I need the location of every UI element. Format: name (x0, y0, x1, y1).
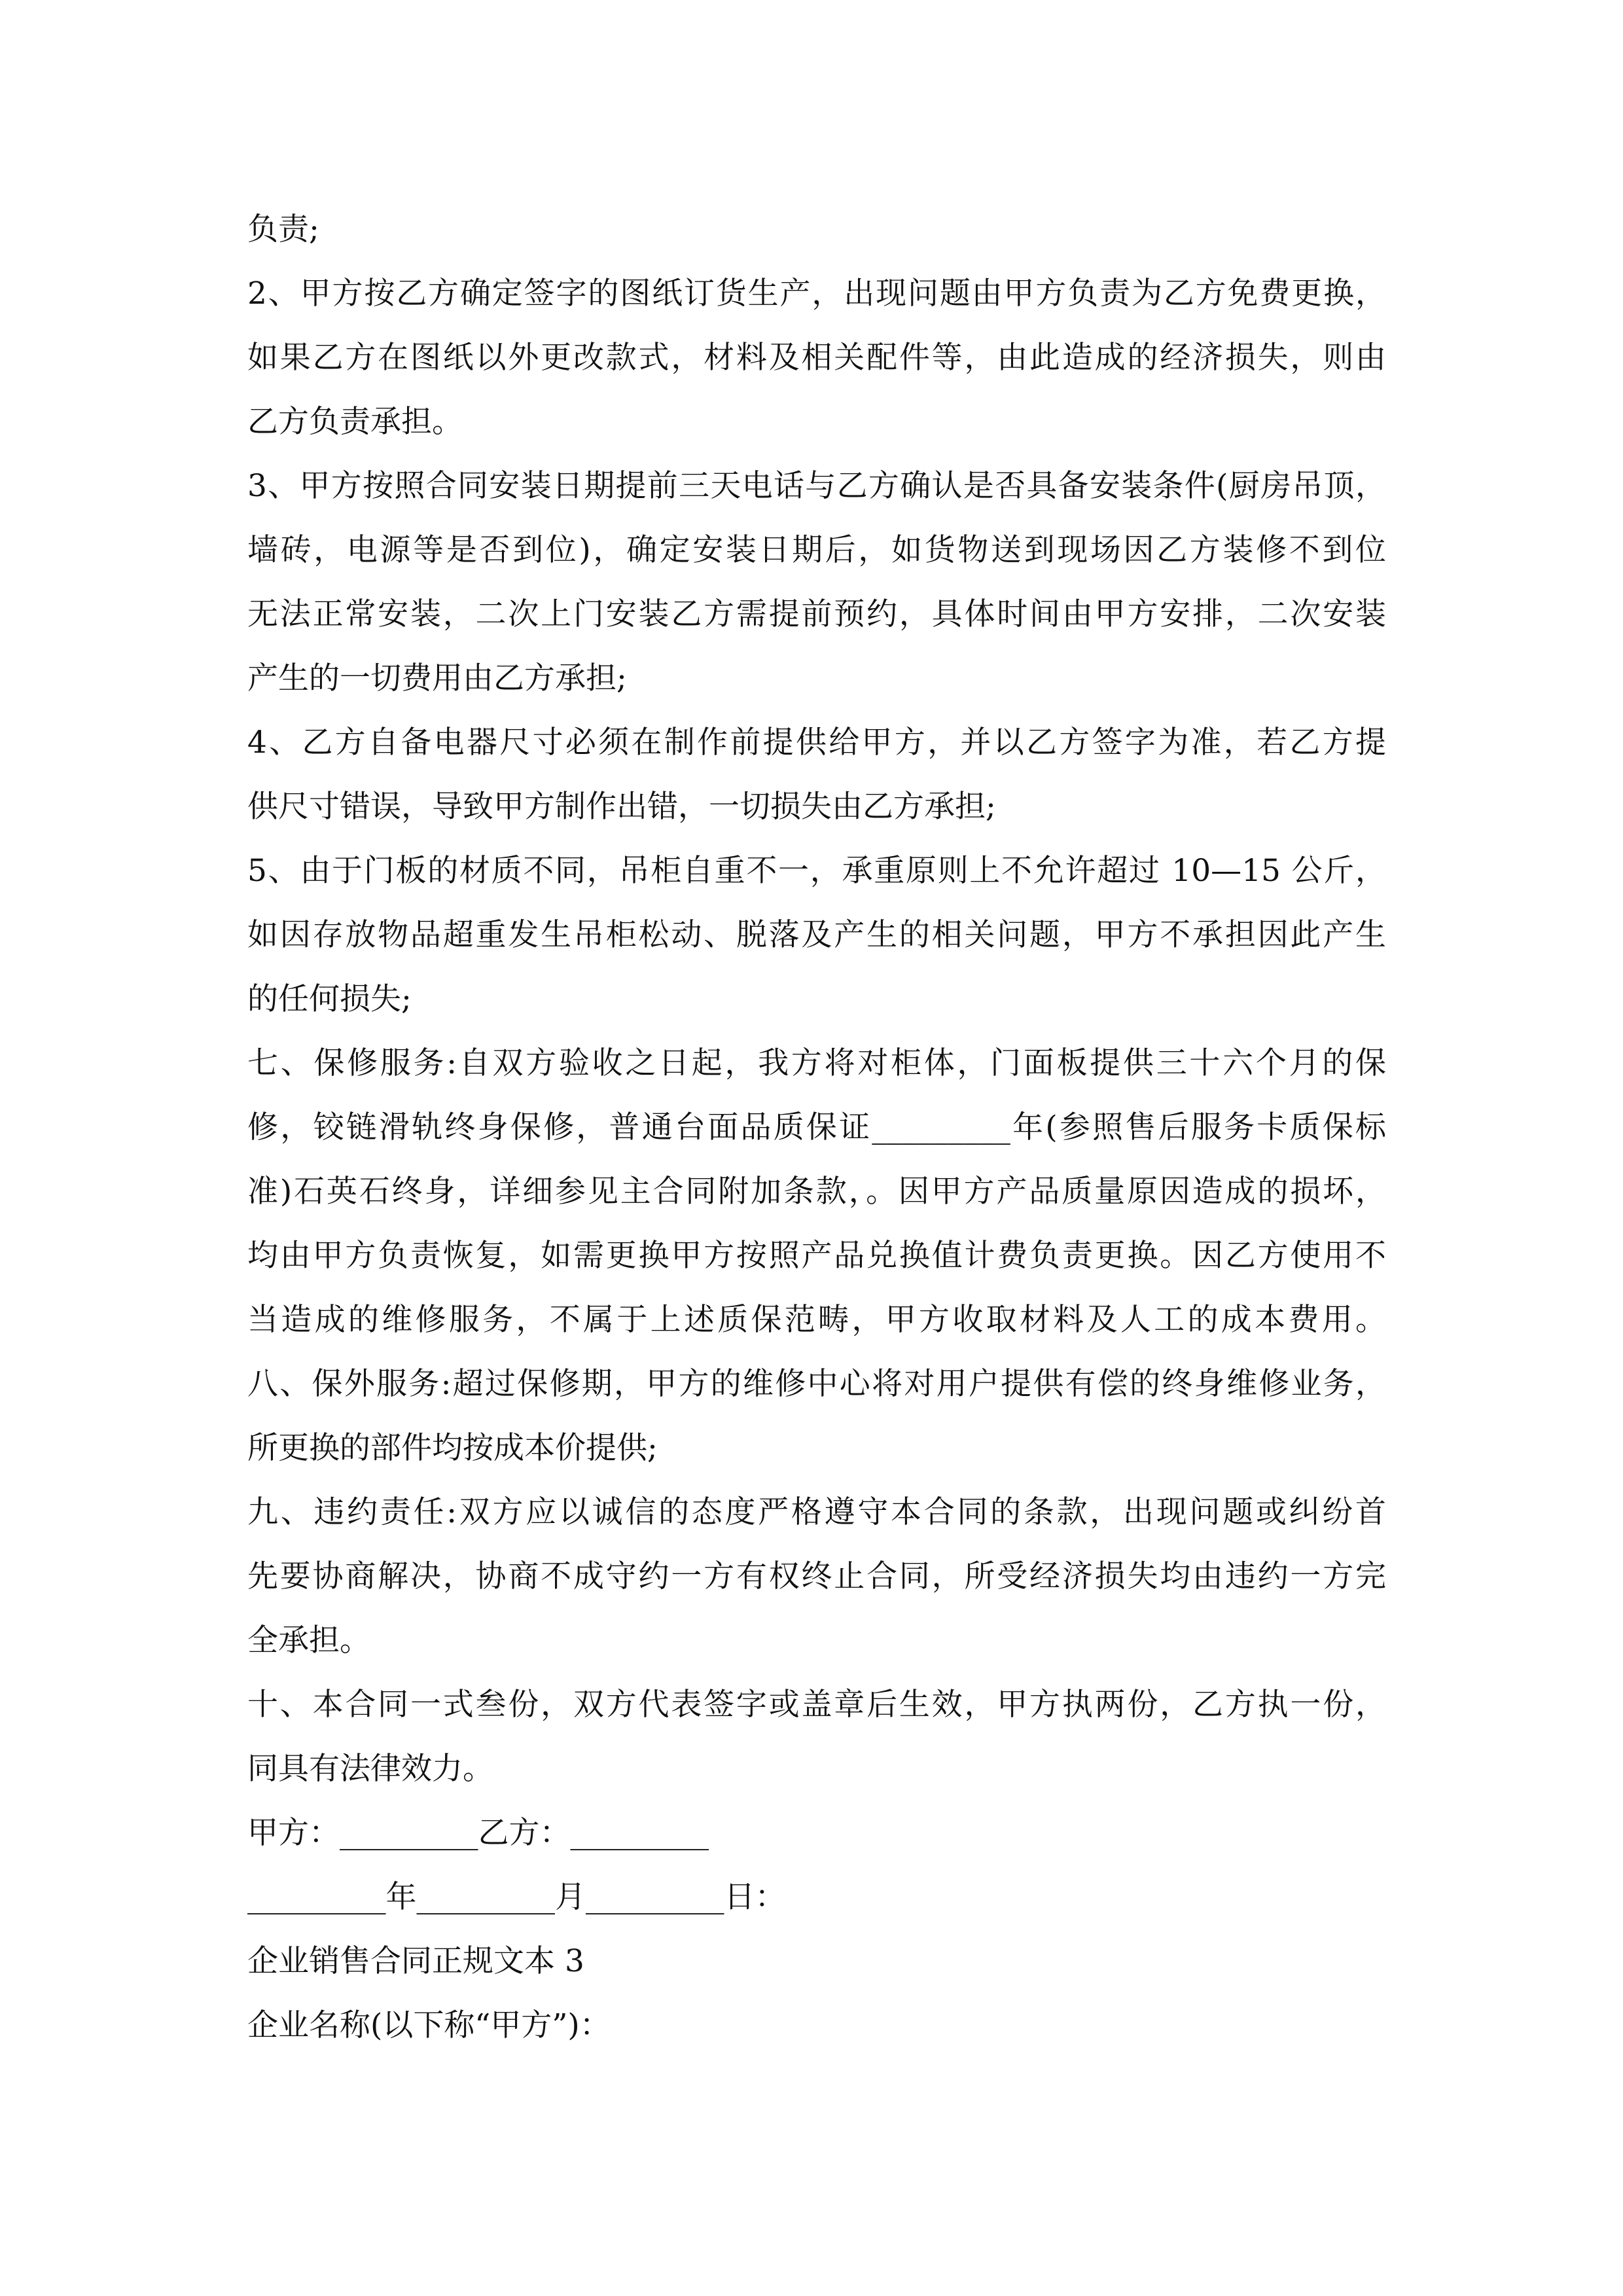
text-line: 修，铰链滑轨终身保修，普通台面品质保证_________年(参照售后服务卡质保标 (247, 1109, 1386, 1145)
text-line: 企业名称(以下称“甲方”)： (247, 2007, 611, 2043)
text-line: 无法正常安装，二次上门安装乙方需提前预约，具体时间由甲方安排，二次安装 (247, 596, 1386, 632)
text-line: 供尺寸错误，导致甲方制作出错，一切损失由乙方承担; (247, 789, 996, 825)
text-line: 如因存放物品超重发生吊柜松动、脱落及产生的相关问题，甲方不承担因此产生 (247, 917, 1386, 953)
text-line: 先要协商解决，协商不成守约一方有权终止合同，所受经济损失均由违约一方完 (247, 1558, 1386, 1594)
text-line: 七、保修服务:自双方验收之日起，我方将对柜体，门面板提供三十六个月的保 (247, 1045, 1386, 1081)
text-line: 八、保外服务:超过保修期，甲方的维修中心将对用户提供有偿的终身维修业务， (247, 1366, 1386, 1402)
contract-body (247, 198, 1386, 2058)
text-line: 所更换的部件均按成本价提供; (247, 1430, 658, 1466)
text-line: 九、违约责任:双方应以诚信的态度严格遵守本合同的条款，出现问题或纠纷首 (247, 1494, 1386, 1530)
text-line: 同具有法律效力。 (247, 1751, 493, 1787)
text-line: 如果乙方在图纸以外更改款式，材料及相关配件等，由此造成的经济损失，则由 (247, 340, 1386, 376)
text-line: 产生的一切费用由乙方承担; (247, 660, 627, 696)
date-line: _________年_________月_________日： (247, 1879, 786, 1915)
section-title: 企业销售合同正规文本 3 (247, 1943, 584, 1979)
text-line: 全承担。 (247, 1623, 370, 1659)
text-line: 4、乙方自备电器尺寸必须在制作前提供给甲方，并以乙方签字为准，若乙方提 (247, 725, 1386, 761)
text-line: 的任何损失; (247, 981, 412, 1017)
text-line: 墙砖，电源等是否到位)，确定安装日期后，如货物送到现场因乙方装修不到位 (247, 532, 1386, 568)
text-line: 负责; (247, 211, 319, 247)
signature-line: 甲方：_________乙方：_________ (247, 1815, 709, 1851)
text-line: 十、本合同一式叁份，双方代表签字或盖章后生效，甲方执两份，乙方执一份， (247, 1687, 1386, 1723)
text-line: 均由甲方负责恢复，如需更换甲方按照产品兑换值计费负责更换。因乙方使用不 (247, 1238, 1386, 1274)
text-line: 3、甲方按照合同安装日期提前三天电话与乙方确认是否具备安装条件(厨房吊顶， (247, 468, 1386, 504)
text-line: 5、由于门板的材质不同，吊柜自重不一，承重原则上不允许超过 10—15 公斤， (247, 853, 1386, 889)
text-line: 乙方负责承担。 (247, 404, 463, 440)
text-line: 准)石英石终身，详细参见主合同附加条款，。因甲方产品质量原因造成的损坏， (247, 1174, 1386, 1210)
text-line: 当造成的维修服务，不属于上述质保范畴，甲方收取材料及人工的成本费用。 (247, 1302, 1386, 1338)
text-line: 2、甲方按乙方确定签字的图纸订货生产，出现问题由甲方负责为乙方免费更换， (247, 276, 1386, 312)
